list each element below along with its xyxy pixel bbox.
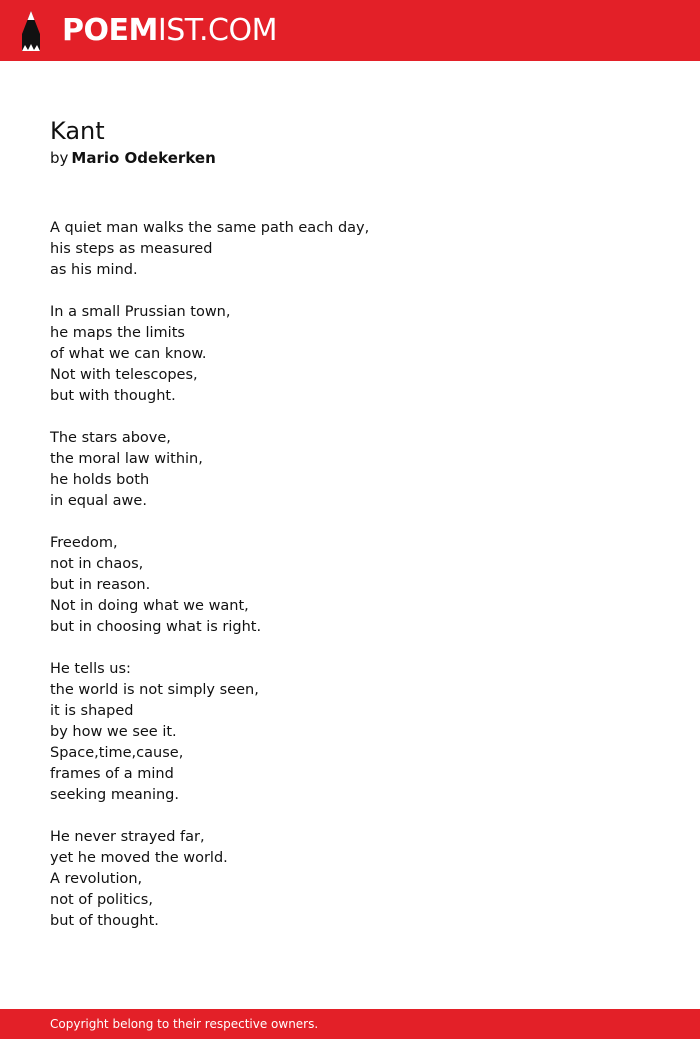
poem-line: but of thought.	[50, 913, 159, 929]
poem-line: A quiet man walks the same path each day,	[50, 220, 370, 236]
by-label: by	[50, 149, 69, 167]
poem-line: he maps the limits	[50, 325, 185, 341]
stanza	[50, 659, 670, 806]
poem-title: Kant	[50, 117, 105, 145]
poem-line: Freedom,	[50, 535, 118, 551]
poem-line: as his mind.	[50, 262, 138, 278]
brand-light-text: IST.COM	[157, 12, 277, 48]
stanza	[50, 533, 670, 638]
poem-line: it is shaped	[50, 703, 134, 719]
poem-line: yet he moved the world.	[50, 850, 228, 866]
poem-line: he holds both	[50, 472, 150, 488]
poem-line: The stars above,	[50, 430, 171, 446]
brand-bold-text: POEM	[62, 12, 158, 48]
poem-line: Not with telescopes,	[50, 367, 198, 383]
poem-line: In a small Prussian town,	[50, 304, 231, 320]
pencil-tip-icon	[18, 10, 44, 52]
poem-line: frames of a mind	[50, 766, 174, 782]
poem-line: He never strayed far,	[50, 829, 205, 845]
site-footer	[0, 1009, 700, 1039]
byline	[50, 146, 670, 170]
copyright-text: Copyright belong to their respective owners.	[50, 1017, 319, 1031]
poem-line: of what we can know.	[50, 346, 207, 362]
poem-line: by how we see it.	[50, 724, 177, 740]
poem-line: but in choosing what is right.	[50, 619, 262, 635]
stanza	[50, 302, 670, 407]
poem-line: Space,time,cause,	[50, 745, 184, 761]
poem-line: but in reason.	[50, 577, 151, 593]
poem-line: his steps as measured	[50, 241, 213, 257]
poem-line: but with thought.	[50, 388, 176, 404]
poem-line: in equal awe.	[50, 493, 147, 509]
poem-line: seeking meaning.	[50, 787, 179, 803]
poem-body	[50, 218, 670, 932]
poem-line: Not in doing what we want,	[50, 598, 249, 614]
site-logo-text[interactable]	[62, 12, 277, 48]
stanza	[50, 218, 670, 281]
poem-line: not of politics,	[50, 892, 153, 908]
poem-content	[50, 116, 670, 953]
stanza	[50, 428, 670, 512]
site-header	[0, 0, 700, 61]
author-name: Mario Odekerken	[71, 149, 216, 167]
poem-line: He tells us:	[50, 661, 131, 677]
poem-line: the world is not simply seen,	[50, 682, 259, 698]
poem-line: A revolution,	[50, 871, 143, 887]
poem-line: the moral law within,	[50, 451, 203, 467]
stanza	[50, 827, 670, 932]
poem-line: not in chaos,	[50, 556, 144, 572]
